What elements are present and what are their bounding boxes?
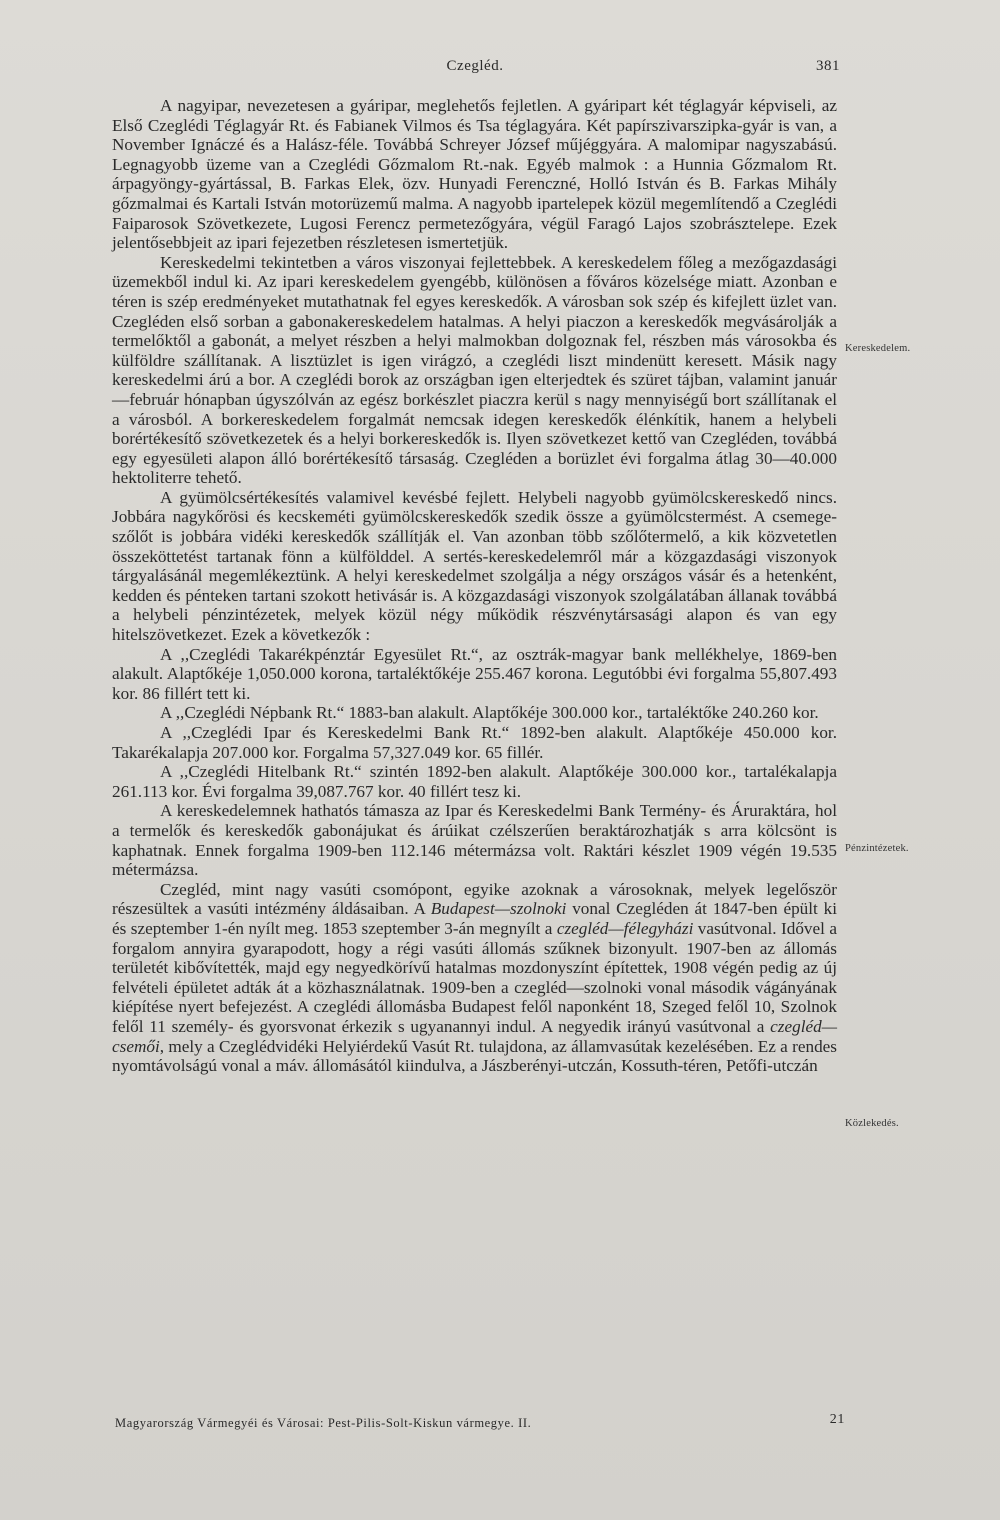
transport-text-g: , mely a Czeglédvidéki Helyiérdekű Vasút Rt. tulajdona, az államvasútak kezelésében. Ez a rendes nyomtávolságú vonal a máv. állomásától kiindulva, a Jászberényi-utczán, Kossuth-téren, Petőfi-utczán — [112, 1036, 837, 1076]
signature-mark: 21 — [829, 1412, 845, 1427]
page-footer — [115, 1412, 845, 1440]
footer-series-title: Magyarország Vármegyéi és Városai: Pest-Pilis-Solt-Kiskun vármegye. II. — [115, 1416, 532, 1430]
paragraph-nepbank: A ,,Czeglédi Népbank Rt.“ 1883-ban alakult. Alaptőkéje 300.000 kor., tartaléktőke 240.260 kor. — [160, 703, 819, 723]
transport-line-cegled-csemo: czegléd—csemői — [112, 1016, 837, 1056]
paragraph-industry: A nagyipar, nevezetesen a gyáripar, meglehetős fejletlen. A gyáripart két téglagyár képviseli, az Első Czeglédi Téglagyár Rt. és Fabianek Vilmos és Tsa téglagyára. Két papírszivarszipka-gyár is van, a November Ignáczé és a Halász-féle. Továbbá Schreyer József műjéggyára. A malomipar nagyszabású. Legnagyobb üzeme van a Czeglédi Gőzmalom Rt.-nak. Egyéb malmok : a Hunnia Gőzmalom Rt. árpagyöngy-gyártással, B. Farkas Elek, özv. Hunyadi Ferenczné, Holló István és B. Farkas Mihály gőzmalmai és Kartali István motorüzemű malma. A nagyobb ipartelepek közül megemlítendő a Czeglédi Faiparosok Szövetkezete, Lugosi Ferencz permetezőgyára, végül Faragó Lajos szobrásztelepe. Ezek jelentősebbjeit az ipari fejezetben részletesen ismertetjük. — [112, 96, 837, 253]
header-title: Czegléd. — [446, 58, 504, 74]
paragraph-fruit-trade: A gyümölcsértékesítés valamivel kevésbé fejlett. Helybeli nagyobb gyümölcskereskedő nincs. Jobbára nagykőrösi és kecskeméti gyümölcskereskedők szedik össze a gyümölcstermést. A csemege-szőlőt is jobbára vidéki kereskedők szállítják el. Van azonban több szőlőtermelő, a kik közvetetlen összeköttetést tartanak fönn a külfölddel. A sertés-kereskedelemről már a közgazdasági viszonyok tárgyalásánál megemlékeztünk. A helyi kereskedelmet szolgálja a négy országos vásár és a hetenként, kedden és pénteken tartani szokott hetivásár is. A közgazdasági viszonyok szolgálatában állanak továbbá a helybeli pénzintézetek, melyek közül négy működik részvénytársasági alapon és van egy hitelszövetkezet. Ezek a következők : — [112, 487, 837, 645]
paragraph-takarekpenztar: A ,,Czeglédi Takarékpénztár Egyesület Rt.“, az osztrák-magyar bank mellékhelye, 1869-ben alakult. Alaptőkéje 1,050.000 korona, tartaléktőkéje 255.467 korona. Legutóbbi évi forgalma 55,807.493 kor. 86 fillért tett ki. — [112, 644, 837, 703]
margin-note-penzintezetek: Pénzintézetek. — [845, 843, 909, 854]
transport-text-c: vonal Czegléden át 1847-ben épült ki és szeptember 1-én nyílt meg. 1853 szeptember 3-án megnyílt a — [112, 899, 837, 938]
transport-text-e: vasútvonal. Idővel a forgalom annyira gyarapodott, hogy a régi vasúti állomás szűknek bizonyult. 1907-ben az állomás területét kibővítették, majd egy negyedkörívű hatalmas mozdonyszínt építettek, 1908 végén pedig az új felvételi épületet adták át a közhasználatnak. 1909-ben a czegléd—szolnoki vonal második vágányának kiépítése nyert befejezést. A czeglédi állomásba Budapest felől naponként 18, Szeged felől 10, Szolnok felől 11 személy- és gyorsvonat érkezik s ugyanannyi indul. A negyedik irányú vasútvonal a — [112, 918, 837, 1036]
transport-text-a: Czegléd, mint nagy vasúti csomópont, egyike azoknak a városoknak, melyek legelőször részesültek a vasúti intézmény áldásaiban. A — [112, 879, 837, 919]
paragraph-transport — [112, 880, 837, 1076]
paragraph-commerce: Kereskedelmi tekintetben a város viszonyai fejlettebbek. A kereskedelem főleg a mezőgazdasági üzemekből indul ki. Az ipari kereskedelem gyengébb, különösen a főváros közelsége miatt. Azonban e téren is szép eredményeket mutathatnak fel egyes kereskedők. A városban sok szép és kifejlett üzlet van. Czegléden első sorban a gabonakereskedelem hatalmas. A helyi piaczon a kereskedők megvásárolják a termelőktől a gabonát, a melyet részben a helyi malmokban dolgoznak fel, részben más városokba és külföldre szállítanak. A lisztüzlet is igen virágzó, a czeglédi liszt mindenütt keresett. Másik nagy kereskedelmi árú a bor. A czeglédi borok az országban igen elterjedtek és szüret tájban, valamint január—február hónapban úgyszólván az egész borkészlet piaczra kerül s nagy mennyiségű bort szállítanak el a városból. A borkereskedelem forgalmát nemcsak idegen kereskedők élénkítik, hanem a helybeli borértékesítő szövetkezetek és a helyi borkereskedők is. Ilyen szövetkezet kettő van Czegléden, továbbá egy egyesületi alapon álló borértékesítő társaság. Czegléden a borüzlet évi forgalma átlag 30—40.000 hektoliterre tehető. — [112, 252, 837, 488]
transport-line-budapest-szolnok: Budapest—szolnoki — [430, 899, 567, 919]
body-text — [112, 96, 837, 1076]
margin-note-kereskedelem: Kereskedelem. — [845, 343, 911, 354]
paragraph-hitelbank: A ,,Czeglédi Hitelbank Rt.“ szintén 1892-ben alakult. Alaptőkéje 300.000 kor., tartalékalapja 261.113 kor. Évi forgalma 39,087.767 kor. 40 fillért tesz ki. — [112, 762, 837, 801]
running-header — [110, 58, 840, 82]
transport-line-cegled-felegyhaza: czegléd—félegyházi — [556, 918, 694, 938]
paragraph-ipar-bank: A ,,Czeglédi Ipar és Kereskedelmi Bank Rt.“ 1892-ben alakult. Alaptőkéje 450.000 kor. Takarékalapja 207.000 kor. Forgalma 57,327.049 kor. 65 fillér. — [112, 723, 837, 762]
page-number: 381 — [816, 58, 840, 74]
paragraph-aruraktar: A kereskedelemnek hathatós támasza az Ipar és Kereskedelmi Bank Termény- és Áruraktára, hol a termelők és kereskedők gabonájukat és árúikat czélszerűen beraktározhatják s arra kölcsönt is kaphatnak. Ennek forgalma 1909-ben 112.146 métermázsa volt. Raktári készlet 1909 végén 19.535 métermázsa. — [112, 801, 837, 880]
margin-note-kozlekedes: Közlekedés. — [845, 1118, 899, 1129]
